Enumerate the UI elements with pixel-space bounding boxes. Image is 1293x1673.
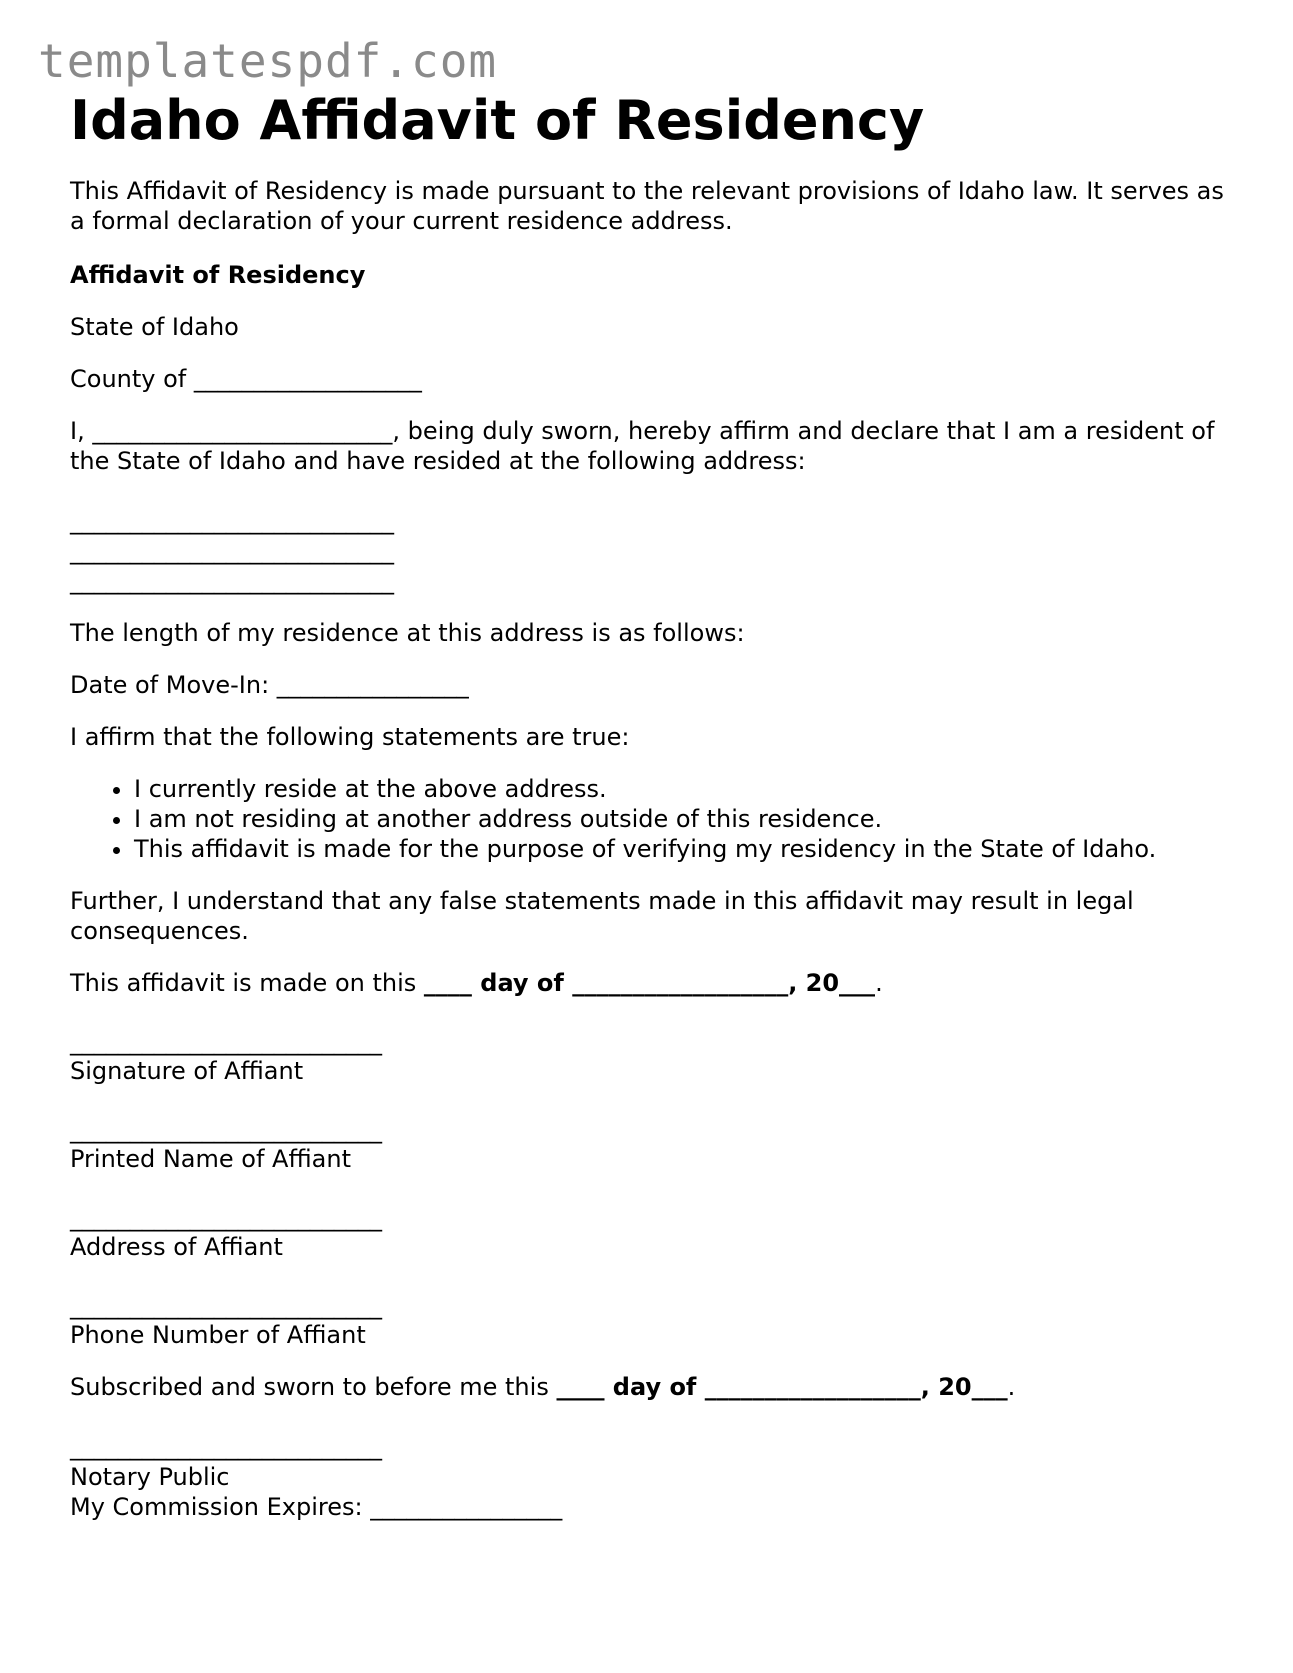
statement-item: • I currently reside at the above address. <box>134 774 1230 804</box>
notary-signature-line[interactable]: __________________________ <box>70 1433 382 1461</box>
sworn-month-blank[interactable]: __________________ <box>704 1373 921 1401</box>
watermark: templatespdf.com <box>38 34 498 88</box>
printed-name-field <box>70 1116 1230 1174</box>
made-on-line <box>70 968 1230 998</box>
county-label: County of <box>70 365 194 393</box>
made-on-month-blank[interactable]: __________________ <box>572 969 789 997</box>
commission-label: My Commission Expires: <box>70 1493 371 1521</box>
address-line[interactable]: __________________________ <box>70 1204 382 1232</box>
address-block <box>70 506 1230 596</box>
move-in-line <box>70 670 1230 700</box>
address-line-2[interactable]: ___________________________ <box>70 537 394 565</box>
document-title: Idaho Affidavit of Residency <box>70 89 925 152</box>
signature-field <box>70 1028 1230 1086</box>
section-heading: Affidavit of Residency <box>70 261 366 289</box>
county-line <box>70 364 1230 394</box>
sworn-line <box>70 1372 1230 1402</box>
state-line: State of Idaho <box>70 313 239 341</box>
statement-item: • I am not residing at another address outside of this residence. <box>134 804 1230 834</box>
address-line-3[interactable]: ___________________________ <box>70 567 394 595</box>
notary-label: Notary Public <box>70 1463 230 1491</box>
sworn-prefix: Subscribed and sworn to before me this <box>70 1373 557 1401</box>
statement-list <box>70 774 1230 864</box>
further-paragraph: Further, I understand that any false statements made in this affidavit may result in legal consequences. <box>70 887 1134 945</box>
phone-label: Phone Number of Affiant <box>70 1321 366 1349</box>
signature-line[interactable]: __________________________ <box>70 1028 382 1056</box>
address-line-1[interactable]: ___________________________ <box>70 507 394 535</box>
printed-name-label: Printed Name of Affiant <box>70 1145 351 1173</box>
declaration-suffix: , being duly sworn, hereby affirm and declare that I am a resident of the State of Idaho and have resided at the following address: <box>70 417 1215 475</box>
declaration-paragraph <box>70 416 1230 476</box>
commission-blank[interactable]: ________________ <box>370 1493 563 1521</box>
made-on-day-of: day of <box>471 969 573 997</box>
address-field <box>70 1204 1230 1262</box>
made-on-prefix: This affidavit is made on this <box>70 969 424 997</box>
document-body <box>70 88 1230 1522</box>
affiant-name-blank[interactable]: _________________________ <box>92 417 393 445</box>
county-blank[interactable]: ___________________ <box>193 365 422 393</box>
signature-label: Signature of Affiant <box>70 1057 304 1085</box>
commission-line <box>70 1492 1230 1522</box>
phone-line[interactable]: __________________________ <box>70 1292 382 1320</box>
made-on-end: . <box>875 969 883 997</box>
phone-field <box>70 1292 1230 1350</box>
declaration-prefix: I, <box>70 417 93 445</box>
affirm-intro: I affirm that the following statements are true: <box>70 723 630 751</box>
printed-name-line[interactable]: __________________________ <box>70 1116 382 1144</box>
sworn-year[interactable]: , 20___ <box>920 1373 1008 1401</box>
move-in-blank[interactable]: ________________ <box>276 671 469 699</box>
move-in-label: Date of Move-In: <box>70 671 277 699</box>
made-on-year[interactable]: , 20___ <box>788 969 876 997</box>
intro-paragraph: This Affidavit of Residency is made pursuant to the relevant provisions of Idaho law. It serves as a formal declaration of your current residence address. <box>70 177 1224 235</box>
statement-item: • This affidavit is made for the purpose of verifying my residency in the State of Idaho. <box>134 834 1230 864</box>
sworn-day-of: day of <box>604 1373 705 1401</box>
sworn-end: . <box>1007 1373 1016 1401</box>
length-line: The length of my residence at this address is as follows: <box>70 619 745 647</box>
notary-block <box>70 1432 1230 1522</box>
sworn-day-blank[interactable]: ____ <box>556 1373 605 1401</box>
made-on-day-blank[interactable]: ____ <box>423 969 472 997</box>
address-label: Address of Affiant <box>70 1233 283 1261</box>
